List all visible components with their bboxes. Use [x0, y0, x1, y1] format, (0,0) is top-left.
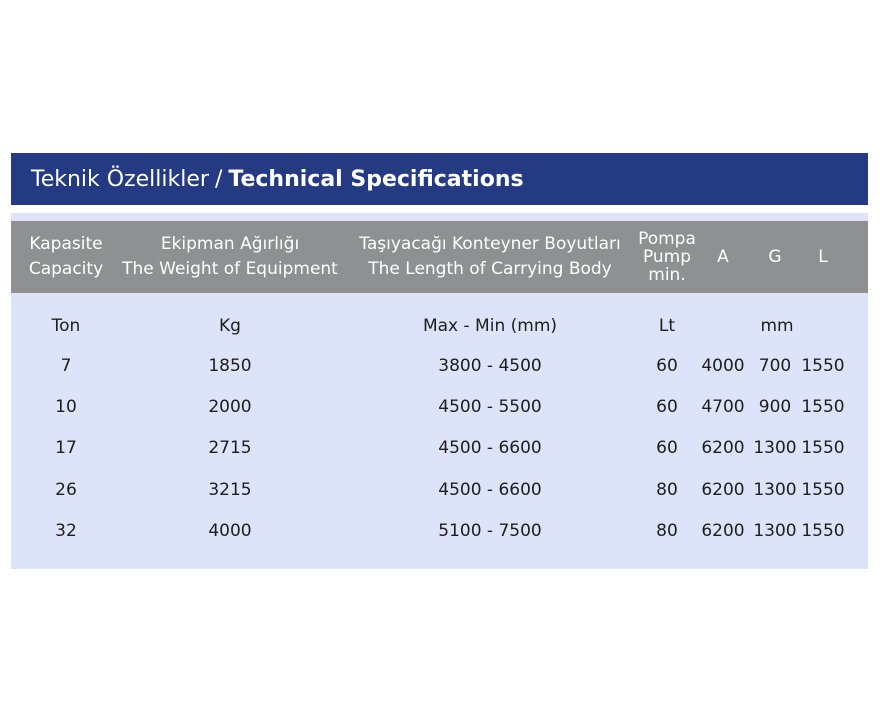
spec-table	[11, 213, 868, 569]
cell-a: 6200	[701, 480, 745, 500]
cell-length: 4500 - 6600	[438, 438, 542, 458]
table-row	[11, 392, 868, 422]
unit-capacity: Ton	[51, 316, 81, 336]
unit-length: Max - Min (mm)	[422, 316, 558, 336]
table-row	[11, 433, 868, 463]
cell-a: 6200	[701, 438, 745, 458]
header-capacity-tr: Kapasite	[29, 234, 103, 254]
cell-capacity: 32	[55, 521, 77, 541]
cell-l: 1550	[801, 438, 845, 458]
table-header	[11, 221, 868, 293]
cell-pump: 80	[656, 480, 678, 500]
table-row	[11, 475, 868, 505]
title-english: Technical Specifications	[228, 166, 524, 192]
title-turkish: Teknik Özellikler	[31, 166, 209, 192]
header-weight	[118, 221, 342, 293]
units-row	[11, 311, 868, 341]
header-pump-unit: min.	[648, 265, 686, 285]
unit-pump: Lt	[658, 316, 676, 336]
cell-weight: 3215	[208, 480, 252, 500]
cell-weight: 2000	[208, 397, 252, 417]
cell-length: 3800 - 4500	[438, 356, 542, 376]
unit-dims: mm	[760, 316, 794, 336]
cell-weight: 2715	[208, 438, 252, 458]
cell-l: 1550	[801, 356, 845, 376]
cell-g: 700	[758, 356, 792, 376]
header-g-label: G	[768, 246, 782, 267]
cell-g: 900	[758, 397, 792, 417]
cell-l: 1550	[801, 397, 845, 417]
cell-capacity: 17	[55, 438, 77, 458]
title-separator: /	[214, 166, 223, 192]
header-length-en: The Length of Carrying Body	[368, 259, 612, 279]
cell-pump: 60	[656, 397, 678, 417]
cell-length: 4500 - 5500	[438, 397, 542, 417]
header-pump	[633, 221, 701, 293]
cell-weight: 1850	[208, 356, 252, 376]
header-l-label: L	[818, 246, 828, 267]
cell-capacity: 26	[55, 480, 77, 500]
header-g	[753, 221, 797, 293]
header-weight-tr: Ekipman Ağırlığı	[160, 234, 300, 254]
table-row	[11, 516, 868, 546]
header-pump-en: Pump	[642, 247, 692, 267]
header-a	[701, 221, 745, 293]
header-pump-tr: Pompa	[638, 229, 696, 249]
cell-capacity: 10	[55, 397, 77, 417]
unit-weight: Kg	[219, 316, 241, 336]
cell-a: 4700	[701, 397, 745, 417]
header-weight-en: The Weight of Equipment	[122, 259, 338, 279]
cell-g: 1300	[753, 521, 797, 541]
header-capacity-en: Capacity	[28, 259, 104, 279]
cell-length: 4500 - 6600	[438, 480, 542, 500]
cell-g: 1300	[753, 480, 797, 500]
cell-l: 1550	[801, 521, 845, 541]
cell-g: 1300	[753, 438, 797, 458]
cell-length: 5100 - 7500	[438, 521, 542, 541]
cell-a: 6200	[701, 521, 745, 541]
header-length-tr: Taşıyacağı Konteyner Boyutları	[359, 234, 621, 254]
table-row	[11, 351, 868, 381]
header-length	[351, 221, 629, 293]
header-a-label: A	[717, 246, 729, 267]
header-l	[801, 221, 845, 293]
cell-pump: 60	[656, 438, 678, 458]
header-capacity	[25, 221, 107, 293]
cell-pump: 60	[656, 356, 678, 376]
title-bar	[11, 153, 868, 205]
cell-a: 4000	[701, 356, 745, 376]
cell-l: 1550	[801, 480, 845, 500]
cell-weight: 4000	[208, 521, 252, 541]
cell-pump: 80	[656, 521, 678, 541]
cell-capacity: 7	[60, 356, 72, 376]
